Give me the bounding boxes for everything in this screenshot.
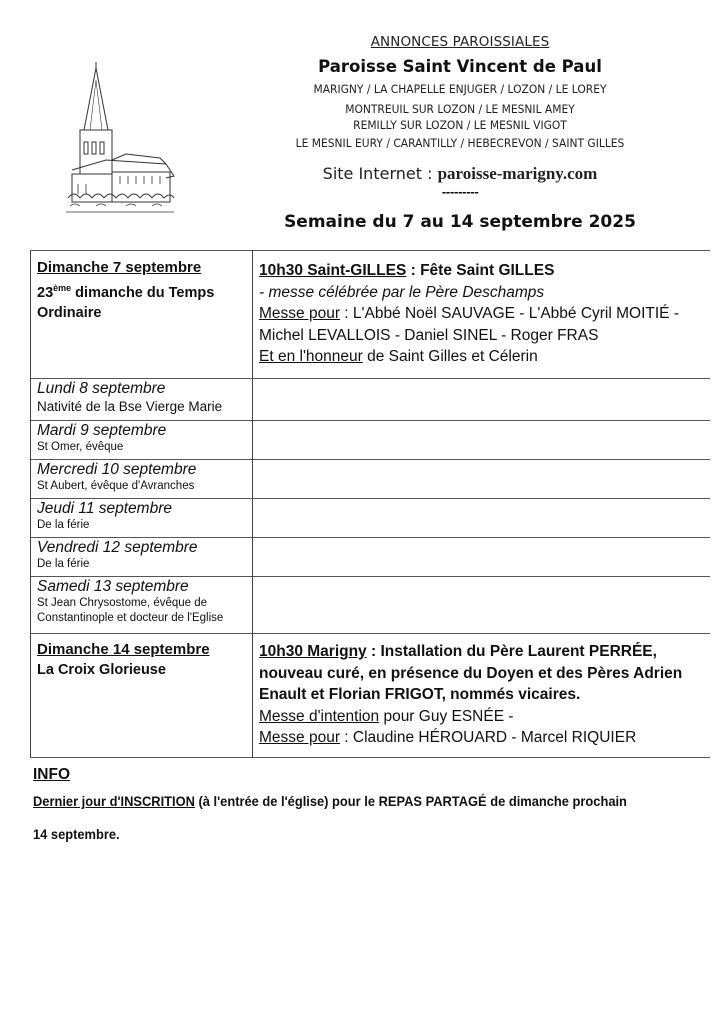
event-cell [253,577,711,634]
day-label: Samedi 13 septembre [37,578,189,595]
celebrant-line: - messe célébrée par le Père Deschamps [259,283,545,301]
liturgical-day: La Croix Glorieuse [37,662,166,678]
feast-label: St Jean Chrysostome, évêque de Constantinople et docteur de l'Eglise [37,597,224,624]
event-cell [253,499,711,538]
bulletin-title: ANNONCES PAROISSIALES [370,34,550,50]
info-heading: INFO [33,766,71,783]
day-label: Mercredi 10 septembre [37,461,197,478]
day-label: Dimanche 7 septembre [37,259,202,276]
table-row [31,577,711,634]
day-cell [31,460,253,499]
event-cell [253,421,711,460]
website-label: Site Internet : [322,164,438,183]
separator: --------- [441,186,479,199]
event-heading [259,641,704,706]
day-cell [31,421,253,460]
event-cell [253,460,711,499]
church-drawing-icon [66,60,176,220]
info-highlight: REPAS PARTAGÉ [378,793,487,809]
event-title: : Installation du Père Laurent PERRÉE, nouveau curé, en présence du Doyen et des Pères Adrien Enault et Florian FRIGOT, nommés vicaires. [259,643,683,703]
info-text-date: 14 septembre. [33,826,120,842]
feast-label: St Aubert, évêque d'Avranches [37,480,195,492]
feast-label: St Omer, évêque [37,441,124,453]
info-lead: Dernier jour d'INSCRITION [33,793,195,809]
event-cell [253,634,711,758]
event-cell [253,379,711,421]
liturgical-day: 23ème dimanche du Temps Ordinaire [37,283,215,321]
honour-line: Et en l'honneur de Saint Gilles et Célerin [259,348,538,365]
day-cell [31,634,253,758]
website-line [250,164,670,184]
table-row [31,460,711,499]
feast-label: De la férie [37,558,90,570]
location-line: LE MESNIL EURY / CARANTILLY / HEBECREVON / SAINT GILLES [295,136,625,150]
week-title: Semaine du 7 au 14 septembre 2025 [284,212,636,232]
table-row [31,421,711,460]
feast-label: Nativité de la Bse Vierge Marie [37,399,223,414]
table-row [31,538,711,577]
event-time-place: 10h30 Saint-GILLES [259,262,407,279]
table-row [31,251,711,379]
day-cell [31,538,253,577]
event-cell [253,251,711,379]
day-label: Lundi 8 septembre [37,380,166,397]
mass-intentions: Messe pour : Claudine HÉROUARD - Marcel RIQUIER [259,729,637,746]
table-row [31,634,711,758]
event-title: : Fête Saint GILLES [406,262,555,279]
table-row [31,499,711,538]
info-text: Dernier jour d'INSCRITION (à l'entrée de l'église) pour le REPAS PARTAGÉ de dimanche prochain [33,793,627,809]
mass-intentions: Messe pour : L'Abbé Noël SAUVAGE - L'Abbé Cyril MOITIÉ - Michel LEVALLOIS - Daniel SINEL - Roger FRAS [259,305,679,344]
event-time-place: 10h30 Marigny [259,643,367,660]
schedule-table [30,250,710,758]
day-label: Mardi 9 septembre [37,422,167,439]
day-label: Vendredi 12 septembre [37,539,198,556]
website-link[interactable]: paroisse-marigny.com [437,164,598,183]
feast-label: De la férie [37,519,90,531]
location-line: MARIGNY / LA CHAPELLE ENJUGER / LOZON / LE LOREY [313,82,607,96]
location-line: MONTREUIL SUR LOZON / LE MESNIL AMEY [345,102,575,116]
day-label: Jeudi 11 septembre [37,500,172,517]
day-cell [31,251,253,379]
parish-name: Paroisse Saint Vincent de Paul [318,57,602,76]
mass-intention-line: Messe d'intention pour Guy ESNÉE - [259,707,514,725]
day-cell [31,577,253,634]
day-label: Dimanche 14 septembre [37,641,210,658]
day-cell [31,379,253,421]
event-cell [253,538,711,577]
location-line: REMILLY SUR LOZON / LE MESNIL VIGOT [353,118,567,132]
table-row [31,379,711,421]
day-cell [31,499,253,538]
event-heading [259,260,704,282]
